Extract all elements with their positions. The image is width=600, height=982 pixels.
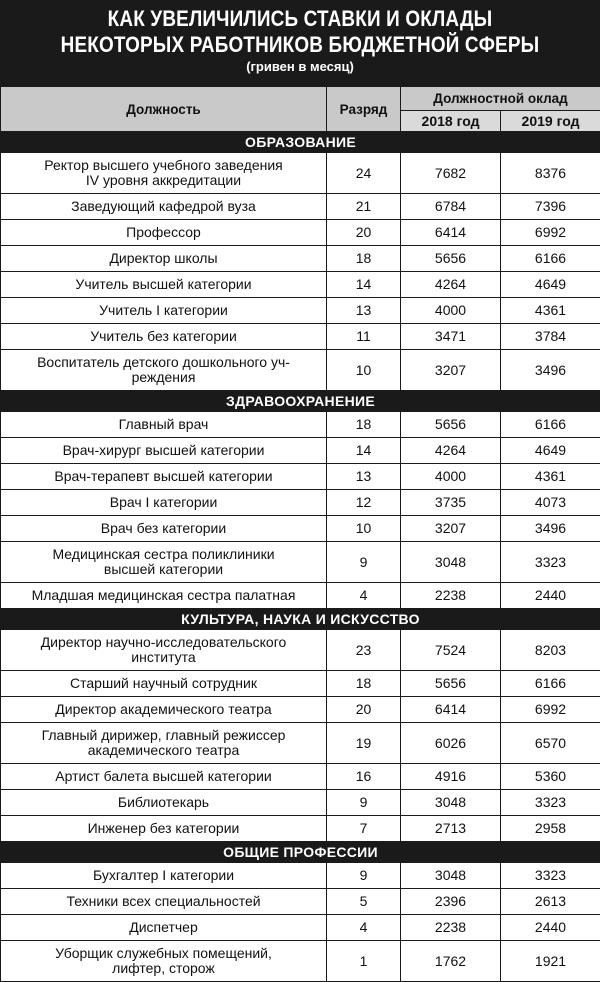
grade-value: 24 bbox=[327, 153, 401, 194]
position-name: Артист балета высшей категории bbox=[1, 764, 327, 790]
title-line-1: КАК УВЕЛИЧИЛИСЬ СТАВКИ И ОКЛАДЫ bbox=[42, 0, 558, 32]
salary-2019: 3784 bbox=[501, 324, 600, 350]
salary-2019: 7396 bbox=[501, 194, 600, 220]
salary-2018: 3048 bbox=[401, 790, 501, 816]
position-name: Бухгалтер I категории bbox=[1, 863, 327, 889]
salary-2019: 1921 bbox=[501, 941, 600, 982]
salary-2019: 4649 bbox=[501, 438, 600, 464]
grade-value: 10 bbox=[327, 350, 401, 391]
salary-table bbox=[0, 86, 600, 982]
position-name: Врач-терапевт высшей категории bbox=[1, 464, 327, 490]
position-name: Учитель высшей категории bbox=[1, 272, 327, 298]
position-name: Старший научный сотрудник bbox=[1, 671, 327, 697]
salary-2019: 5360 bbox=[501, 764, 600, 790]
grade-value: 4 bbox=[327, 583, 401, 609]
table-row bbox=[1, 153, 600, 194]
grade-value: 20 bbox=[327, 697, 401, 723]
position-name: Врач без категории bbox=[1, 516, 327, 542]
grade-value: 11 bbox=[327, 324, 401, 350]
section-row bbox=[1, 391, 600, 412]
position-name: Диспетчер bbox=[1, 915, 327, 941]
table-row bbox=[1, 863, 600, 889]
table-row bbox=[1, 889, 600, 915]
position-name: Директор школы bbox=[1, 246, 327, 272]
table-row bbox=[1, 915, 600, 941]
grade-value: 18 bbox=[327, 412, 401, 438]
grade-value: 12 bbox=[327, 490, 401, 516]
header-grade: Разряд bbox=[327, 87, 401, 132]
position-name: Учитель I категории bbox=[1, 298, 327, 324]
table-row bbox=[1, 816, 600, 842]
position-name: Уборщик служебных помещений, лифтер, сторож bbox=[1, 941, 327, 982]
table-row bbox=[1, 412, 600, 438]
salary-2018: 1762 bbox=[401, 941, 501, 982]
salary-2019: 2440 bbox=[501, 583, 600, 609]
grade-value: 18 bbox=[327, 671, 401, 697]
section-row bbox=[1, 132, 600, 153]
salary-2019: 3323 bbox=[501, 790, 600, 816]
position-name: Библиотекарь bbox=[1, 790, 327, 816]
grade-value: 23 bbox=[327, 630, 401, 671]
salary-2018: 5656 bbox=[401, 246, 501, 272]
section-title: ЗДРАВООХРАНЕНИЕ bbox=[1, 391, 600, 412]
table-row bbox=[1, 542, 600, 583]
salary-2018: 2238 bbox=[401, 915, 501, 941]
table-row bbox=[1, 324, 600, 350]
grade-value: 18 bbox=[327, 246, 401, 272]
table-row bbox=[1, 790, 600, 816]
table-row bbox=[1, 697, 600, 723]
salary-2018: 5656 bbox=[401, 671, 501, 697]
table-row bbox=[1, 350, 600, 391]
grade-value: 13 bbox=[327, 464, 401, 490]
section-title: КУЛЬТУРА, НАУКА И ИСКУССТВО bbox=[1, 609, 600, 630]
salary-2018: 3735 bbox=[401, 490, 501, 516]
salary-2018: 7682 bbox=[401, 153, 501, 194]
title-block bbox=[0, 0, 600, 86]
grade-value: 19 bbox=[327, 723, 401, 764]
header-salary: Должностной оклад bbox=[401, 87, 600, 111]
table-row bbox=[1, 272, 600, 298]
grade-value: 16 bbox=[327, 764, 401, 790]
salary-2019: 3323 bbox=[501, 542, 600, 583]
position-name: Заведующий кафедрой вуза bbox=[1, 194, 327, 220]
header-year-2019: 2019 год bbox=[501, 111, 600, 132]
salary-2018: 3471 bbox=[401, 324, 501, 350]
salary-2018: 5656 bbox=[401, 412, 501, 438]
subtitle: (гривен в месяц) bbox=[0, 58, 600, 76]
table-row bbox=[1, 438, 600, 464]
salary-2018: 4916 bbox=[401, 764, 501, 790]
salary-2019: 3496 bbox=[501, 516, 600, 542]
salary-2019: 8203 bbox=[501, 630, 600, 671]
position-name: Директор научно-исследовательского института bbox=[1, 630, 327, 671]
position-name: Профессор bbox=[1, 220, 327, 246]
salary-2019: 6992 bbox=[501, 220, 600, 246]
position-name: Главный врач bbox=[1, 412, 327, 438]
table-row bbox=[1, 764, 600, 790]
salary-2019: 6166 bbox=[501, 246, 600, 272]
salary-2019: 3323 bbox=[501, 863, 600, 889]
salary-2019: 4073 bbox=[501, 490, 600, 516]
salary-2019: 4649 bbox=[501, 272, 600, 298]
grade-value: 14 bbox=[327, 272, 401, 298]
grade-value: 10 bbox=[327, 516, 401, 542]
salary-2018: 7524 bbox=[401, 630, 501, 671]
salary-2019: 6992 bbox=[501, 697, 600, 723]
table-row bbox=[1, 246, 600, 272]
salary-2018: 2396 bbox=[401, 889, 501, 915]
grade-value: 9 bbox=[327, 790, 401, 816]
header-position: Должность bbox=[1, 87, 327, 132]
position-name: Ректор высшего учебного заведения IV уровня аккредитации bbox=[1, 153, 327, 194]
table-row bbox=[1, 220, 600, 246]
section-row bbox=[1, 842, 600, 863]
table-row bbox=[1, 630, 600, 671]
header-year-2018: 2018 год bbox=[401, 111, 501, 132]
salary-2018: 4264 bbox=[401, 438, 501, 464]
salary-2018: 3207 bbox=[401, 350, 501, 391]
table-row bbox=[1, 298, 600, 324]
position-name: Главный дирижер, главный режиссер академического театра bbox=[1, 723, 327, 764]
position-name: Учитель без категории bbox=[1, 324, 327, 350]
table-row bbox=[1, 194, 600, 220]
section-title: ОБРАЗОВАНИЕ bbox=[1, 132, 600, 153]
section-title: ОБЩИЕ ПРОФЕССИИ bbox=[1, 842, 600, 863]
salary-2018: 4000 bbox=[401, 464, 501, 490]
position-name: Инженер без категории bbox=[1, 816, 327, 842]
salary-2019: 6166 bbox=[501, 412, 600, 438]
grade-value: 7 bbox=[327, 816, 401, 842]
position-name: Техники всех специальностей bbox=[1, 889, 327, 915]
salary-2018: 6784 bbox=[401, 194, 501, 220]
salary-2018: 4264 bbox=[401, 272, 501, 298]
table-body bbox=[1, 132, 600, 982]
grade-value: 9 bbox=[327, 863, 401, 889]
position-name: Врач-хирург высшей категории bbox=[1, 438, 327, 464]
grade-value: 5 bbox=[327, 889, 401, 915]
table-row bbox=[1, 490, 600, 516]
position-name: Врач I категории bbox=[1, 490, 327, 516]
grade-value: 13 bbox=[327, 298, 401, 324]
salary-2019: 4361 bbox=[501, 298, 600, 324]
salary-2018: 2238 bbox=[401, 583, 501, 609]
position-name: Воспитатель детского дошкольного уч- реждения bbox=[1, 350, 327, 391]
salary-2019: 3496 bbox=[501, 350, 600, 391]
position-name: Директор академического театра bbox=[1, 697, 327, 723]
table-row bbox=[1, 583, 600, 609]
salary-2019: 4361 bbox=[501, 464, 600, 490]
salary-2018: 6026 bbox=[401, 723, 501, 764]
grade-value: 1 bbox=[327, 941, 401, 982]
grade-value: 9 bbox=[327, 542, 401, 583]
position-name: Медицинская сестра поликлиники высшей категории bbox=[1, 542, 327, 583]
salary-2019: 2613 bbox=[501, 889, 600, 915]
grade-value: 4 bbox=[327, 915, 401, 941]
position-name: Младшая медицинская сестра палатная bbox=[1, 583, 327, 609]
salary-2019: 6570 bbox=[501, 723, 600, 764]
salary-2019: 2440 bbox=[501, 915, 600, 941]
title-line-2: НЕКОТОРЫХ РАБОТНИКОВ БЮДЖЕТНОЙ СФЕРЫ bbox=[42, 32, 558, 58]
table-row bbox=[1, 723, 600, 764]
salary-2018: 3207 bbox=[401, 516, 501, 542]
salary-2018: 6414 bbox=[401, 220, 501, 246]
salary-2019: 6166 bbox=[501, 671, 600, 697]
grade-value: 21 bbox=[327, 194, 401, 220]
salary-2018: 3048 bbox=[401, 542, 501, 583]
salary-2018: 2713 bbox=[401, 816, 501, 842]
table-row bbox=[1, 516, 600, 542]
grade-value: 14 bbox=[327, 438, 401, 464]
salary-2018: 3048 bbox=[401, 863, 501, 889]
salary-2019: 2958 bbox=[501, 816, 600, 842]
grade-value: 20 bbox=[327, 220, 401, 246]
salary-2018: 4000 bbox=[401, 298, 501, 324]
table-row bbox=[1, 671, 600, 697]
table-row bbox=[1, 941, 600, 982]
salary-2019: 8376 bbox=[501, 153, 600, 194]
section-row bbox=[1, 609, 600, 630]
salary-2018: 6414 bbox=[401, 697, 501, 723]
table-row bbox=[1, 464, 600, 490]
